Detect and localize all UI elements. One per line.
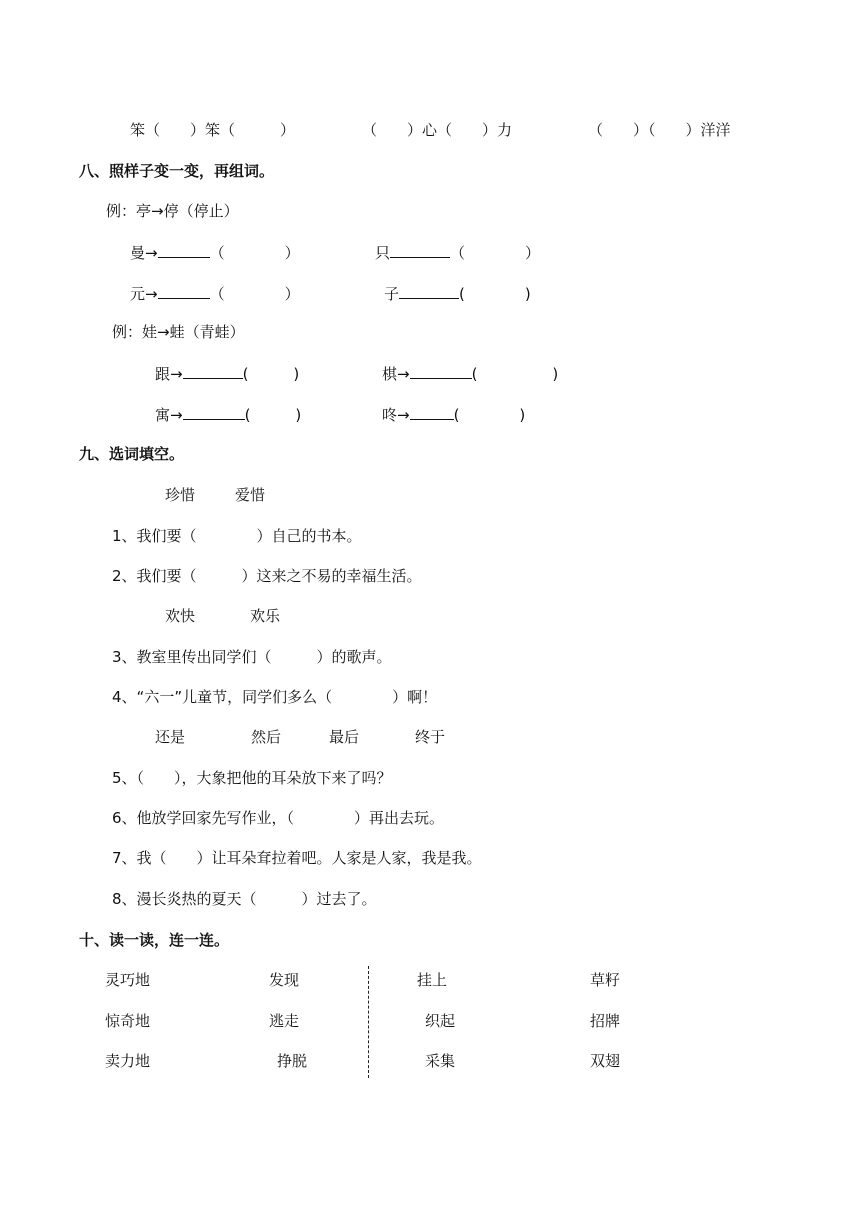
row2-left-char: 元→ bbox=[130, 285, 158, 303]
match-left-target[interactable]: 发现 bbox=[269, 971, 300, 989]
word-option: 欢乐 bbox=[250, 607, 281, 625]
row3-left-paren: ( ) bbox=[242, 365, 300, 383]
match-left-word[interactable]: 卖力地 bbox=[105, 1052, 151, 1070]
row1-left bbox=[130, 242, 300, 263]
row4-left-blank[interactable] bbox=[183, 404, 245, 420]
match-right-target[interactable]: 招牌 bbox=[590, 1012, 621, 1030]
row3-right bbox=[382, 363, 558, 384]
word-option: 珍惜 bbox=[165, 486, 196, 504]
row1-left-char: 曼→ bbox=[130, 244, 158, 262]
row4-right bbox=[382, 404, 525, 425]
row2-right-char: 子 bbox=[384, 285, 400, 303]
match-left-target[interactable]: 逃走 bbox=[269, 1012, 300, 1030]
row1-left-paren: （ ） bbox=[209, 244, 300, 262]
row4-left-paren: ( ) bbox=[244, 406, 302, 424]
row4-right-blank[interactable] bbox=[410, 404, 454, 420]
question-4: 4、“六一”儿童节，同学们多么（ ）啊！ bbox=[112, 688, 438, 706]
word-option: 终于 bbox=[415, 728, 446, 746]
row1-right-char: 只 bbox=[375, 244, 391, 262]
word-option: 然后 bbox=[251, 728, 282, 746]
row4-right-char: 咚→ bbox=[382, 406, 410, 424]
row2-right-blank[interactable] bbox=[399, 283, 459, 299]
row2-right bbox=[384, 283, 531, 304]
question-3: 3、教室里传出同学们（ ）的歌声。 bbox=[112, 648, 392, 666]
match-right-word[interactable]: 织起 bbox=[425, 1012, 456, 1030]
section-10-title: 十、读一读，连一连。 bbox=[79, 931, 230, 949]
match-right-target[interactable]: 双翅 bbox=[590, 1052, 621, 1070]
word-option: 最后 bbox=[329, 728, 360, 746]
match-right-word[interactable]: 挂上 bbox=[417, 971, 448, 989]
word-option: 欢快 bbox=[165, 607, 196, 625]
section-9-title: 九、选词填空。 bbox=[79, 445, 185, 463]
question-7: 7、我（ ）让耳朵耷拉着吧。人家是人家，我是我。 bbox=[112, 849, 482, 867]
row1-left-blank[interactable] bbox=[158, 242, 210, 258]
row2-right-paren: ( ) bbox=[459, 285, 531, 303]
word-option: 爱惜 bbox=[235, 486, 266, 504]
top-row-item-2: （ ）心（ ）力 bbox=[362, 121, 513, 139]
question-8: 8、漫长炎热的夏天（ ）过去了。 bbox=[112, 890, 377, 908]
row3-right-paren: ( ) bbox=[471, 365, 559, 383]
match-right-word[interactable]: 采集 bbox=[425, 1052, 456, 1070]
row4-left bbox=[155, 404, 301, 425]
row3-left bbox=[155, 363, 299, 384]
question-5: 5、（ ），大象把他的耳朵放下来了吗？ bbox=[112, 769, 392, 787]
question-2: 2、我们要（ ）这来之不易的幸福生活。 bbox=[112, 567, 422, 585]
row2-left bbox=[130, 283, 300, 304]
match-left-word[interactable]: 灵巧地 bbox=[105, 971, 151, 989]
question-1: 1、我们要（ ）自己的书本。 bbox=[112, 527, 362, 545]
row4-right-paren: ( ) bbox=[453, 406, 526, 424]
example-1: 例：亭→停（停止） bbox=[106, 202, 239, 220]
row4-left-char: 寓→ bbox=[155, 406, 183, 424]
row1-right-paren: （ ） bbox=[450, 244, 541, 262]
top-row-item-3: （ ）（ ）洋洋 bbox=[588, 121, 731, 139]
match-right-target[interactable]: 草籽 bbox=[590, 971, 621, 989]
row1-right-blank[interactable] bbox=[390, 242, 450, 258]
divider-dashed-line bbox=[368, 966, 369, 1078]
match-left-target[interactable]: 挣脱 bbox=[277, 1052, 308, 1070]
match-left-word[interactable]: 惊奇地 bbox=[105, 1012, 151, 1030]
row3-left-char: 跟→ bbox=[155, 365, 183, 383]
question-6: 6、他放学回家先写作业，（ ）再出去玩。 bbox=[112, 809, 445, 827]
row1-right bbox=[375, 242, 540, 263]
row3-left-blank[interactable] bbox=[183, 363, 243, 379]
row2-left-paren: （ ） bbox=[209, 285, 300, 303]
word-option: 还是 bbox=[155, 728, 186, 746]
section-8-title: 八、照样子变一变，再组词。 bbox=[79, 162, 275, 180]
row3-right-char: 棋→ bbox=[382, 365, 410, 383]
row2-left-blank[interactable] bbox=[158, 283, 210, 299]
example-2: 例：娃→蛙（青蛙） bbox=[112, 323, 245, 341]
top-row-item-1: 笨（ ）笨（ ） bbox=[130, 121, 296, 139]
row3-right-blank[interactable] bbox=[410, 363, 472, 379]
